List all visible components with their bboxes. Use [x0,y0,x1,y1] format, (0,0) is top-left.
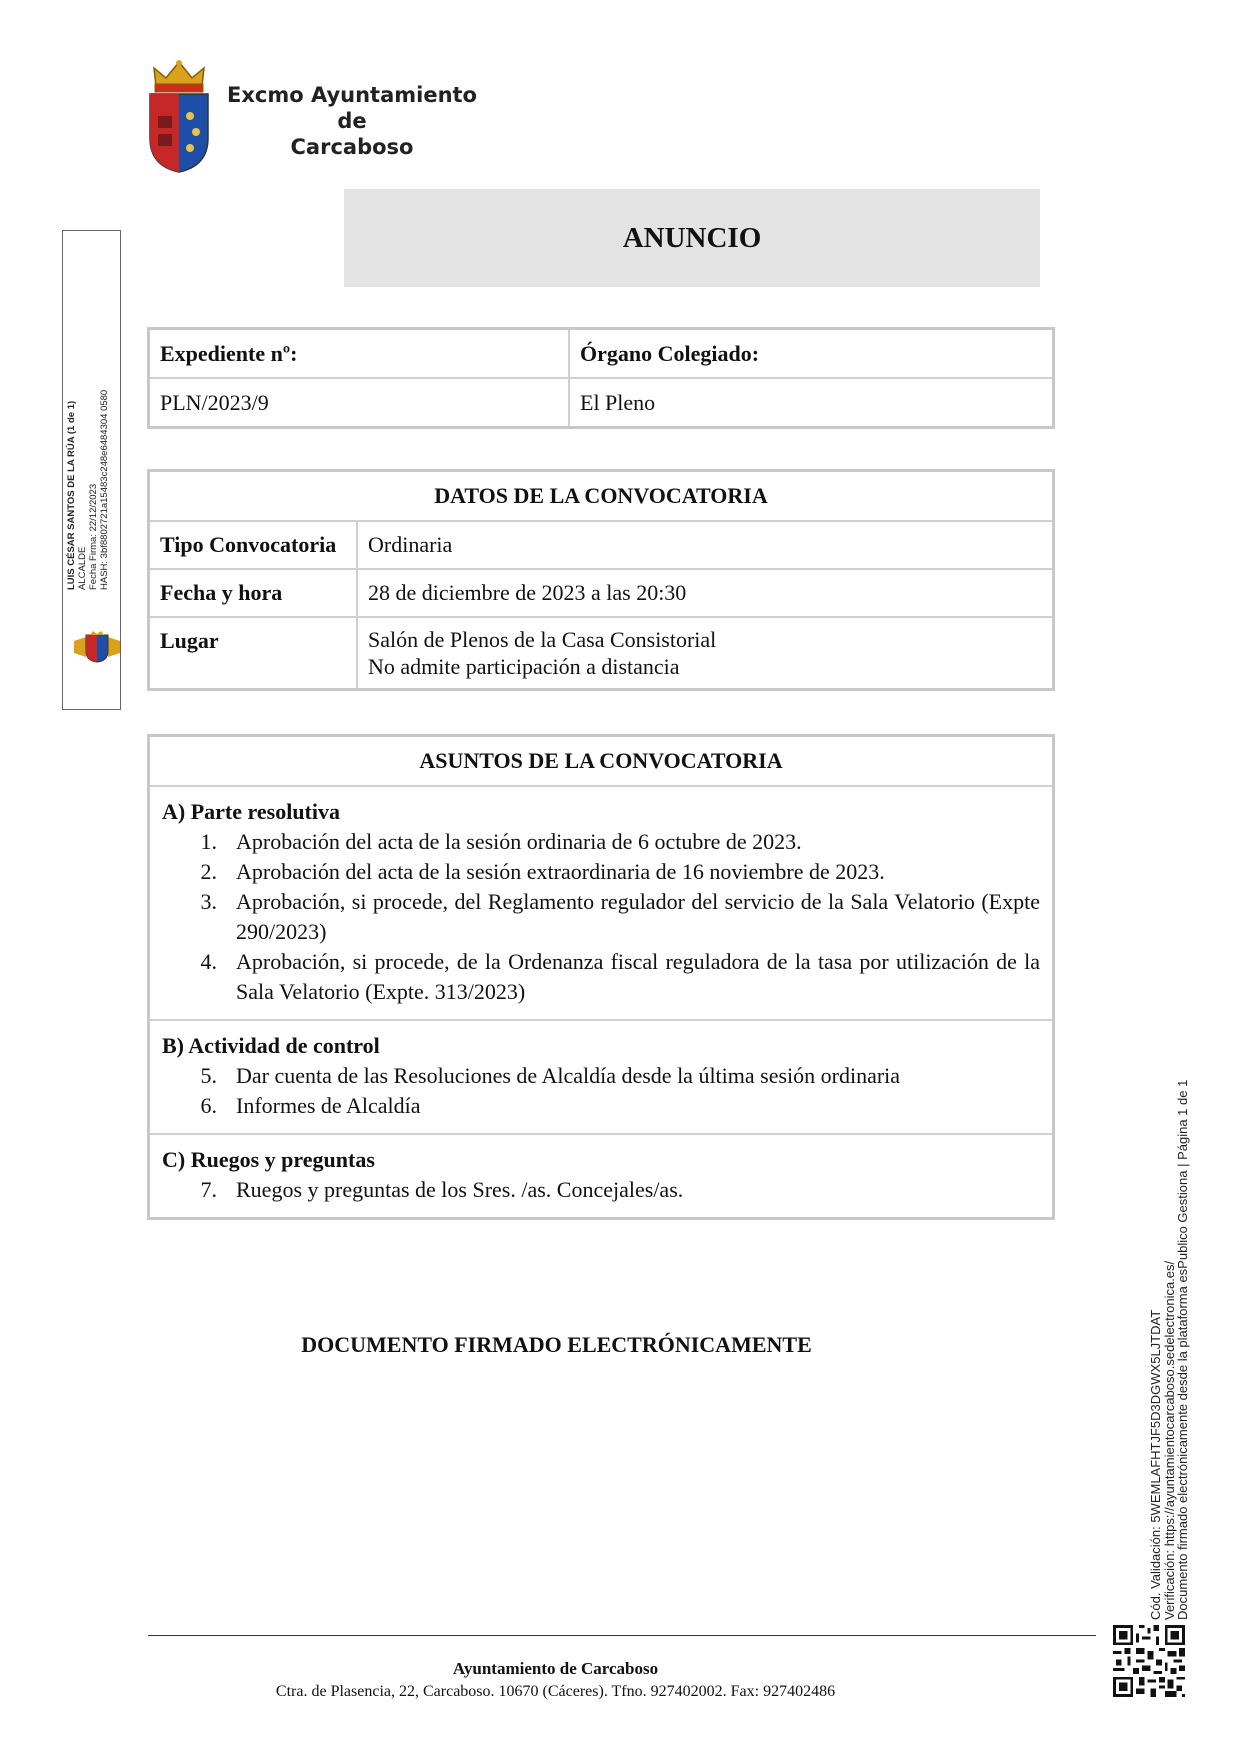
section-b [149,1020,1054,1134]
agenda-list [162,1061,1040,1121]
agenda-item: 5. Dar cuenta de las Resoluciones de Alcaldía desde la última sesión ordinaria [200,1063,901,1088]
lugar-value [357,617,1054,690]
datos-heading: DATOS DE LA CONVOCATORIA [149,471,1054,522]
signer-name: LUIS CÉSAR SANTOS DE LA RÚA (1 de 1) [66,400,77,590]
small-coat-of-arms-icon [72,631,122,663]
fecha-label: Fecha y hora [149,569,358,617]
coat-of-arms-icon [146,58,212,174]
lugar-label: Lugar [149,617,358,690]
agenda-list [162,827,1040,1007]
datos-convocatoria-table [147,469,1055,691]
organo-value: El Pleno [569,378,1054,428]
signer-role: ALCALDE [77,546,88,590]
validation-url: Verificación: https://ayuntamientocarcaboso.sedelectronica.es/ [1161,1260,1177,1620]
agenda-item: 4. Aprobación, si procede, de la Ordenanza fiscal reguladora de la tasa por utilización de la Sala Velatorio (Expte. 313/2023) [200,949,1040,1004]
qr-code-icon [1113,1625,1185,1697]
org-line-2: de [337,109,367,133]
asuntos-table [147,734,1055,1220]
footer-org: Ayuntamiento de Carcaboso [452,1659,659,1678]
validation-text [1149,1080,1190,1620]
section-title: C) Ruegos y preguntas [162,1147,375,1172]
expediente-table [147,327,1055,429]
asuntos-heading: ASUNTOS DE LA CONVOCATORIA [149,736,1054,787]
tipo-value: Ordinaria [357,521,1054,569]
signature-text [66,330,110,590]
expediente-label: Expediente nº: [149,329,570,379]
agenda-list [162,1175,1040,1205]
municipality-name [222,82,482,160]
footer-divider [148,1635,1096,1636]
signature-date: Fecha Firma: 22/12/2023 [88,483,99,590]
agenda-item: 1. Aprobación del acta de la sesión ordinaria de 6 octubre de 2023. [200,829,802,854]
org-line-1: Excmo Ayuntamiento [226,83,477,107]
fecha-value: 28 de diciembre de 2023 a las 20:30 [357,569,1054,617]
agenda-item: 6. Informes de Alcaldía [200,1093,421,1118]
signature-hash: HASH: 3bf8802721a15483c248e6484304 0580 [99,389,110,590]
validation-platform: Documento firmado electrónicamente desde la plataforma esPublico Gestiona | Página 1 de 1 [1175,1079,1190,1620]
expediente-value: PLN/2023/9 [149,378,570,428]
organo-label: Órgano Colegiado: [569,329,1054,379]
agenda-item: 7. Ruegos y preguntas de los Sres. /as. Concejales/as. [200,1177,684,1202]
announcement-title: ANUNCIO [344,189,1040,287]
section-a [149,786,1054,1020]
section-title: B) Actividad de control [162,1033,380,1058]
validation-code: Cód. Validación: 5WEMLAFHTJF5D3DGWX5LJTDAT [1148,1309,1163,1620]
agenda-item: 3. Aprobación, si procede, del Reglamento regulador del servicio de la Sala Velatorio (Expte 290/2023) [200,889,1040,944]
section-title: A) Parte resolutiva [162,799,340,824]
footer-address: Ctra. de Plasencia, 22, Carcaboso. 10670 (Cáceres). Tfno. 927402002. Fax: 927402486 [275,1683,836,1700]
signed-notice: DOCUMENTO FIRMADO ELECTRÓNICAMENTE [301,1332,812,1357]
org-line-3: Carcaboso [290,135,414,159]
lugar-value-line-2: No admite participación a distancia [368,654,680,679]
agenda-item: 2. Aprobación del acta de la sesión extraordinaria de 16 noviembre de 2023. [200,859,885,884]
lugar-value-line-1: Salón de Plenos de la Casa Consistorial [368,627,717,652]
section-c [149,1134,1054,1219]
tipo-label: Tipo Convocatoria [149,521,358,569]
